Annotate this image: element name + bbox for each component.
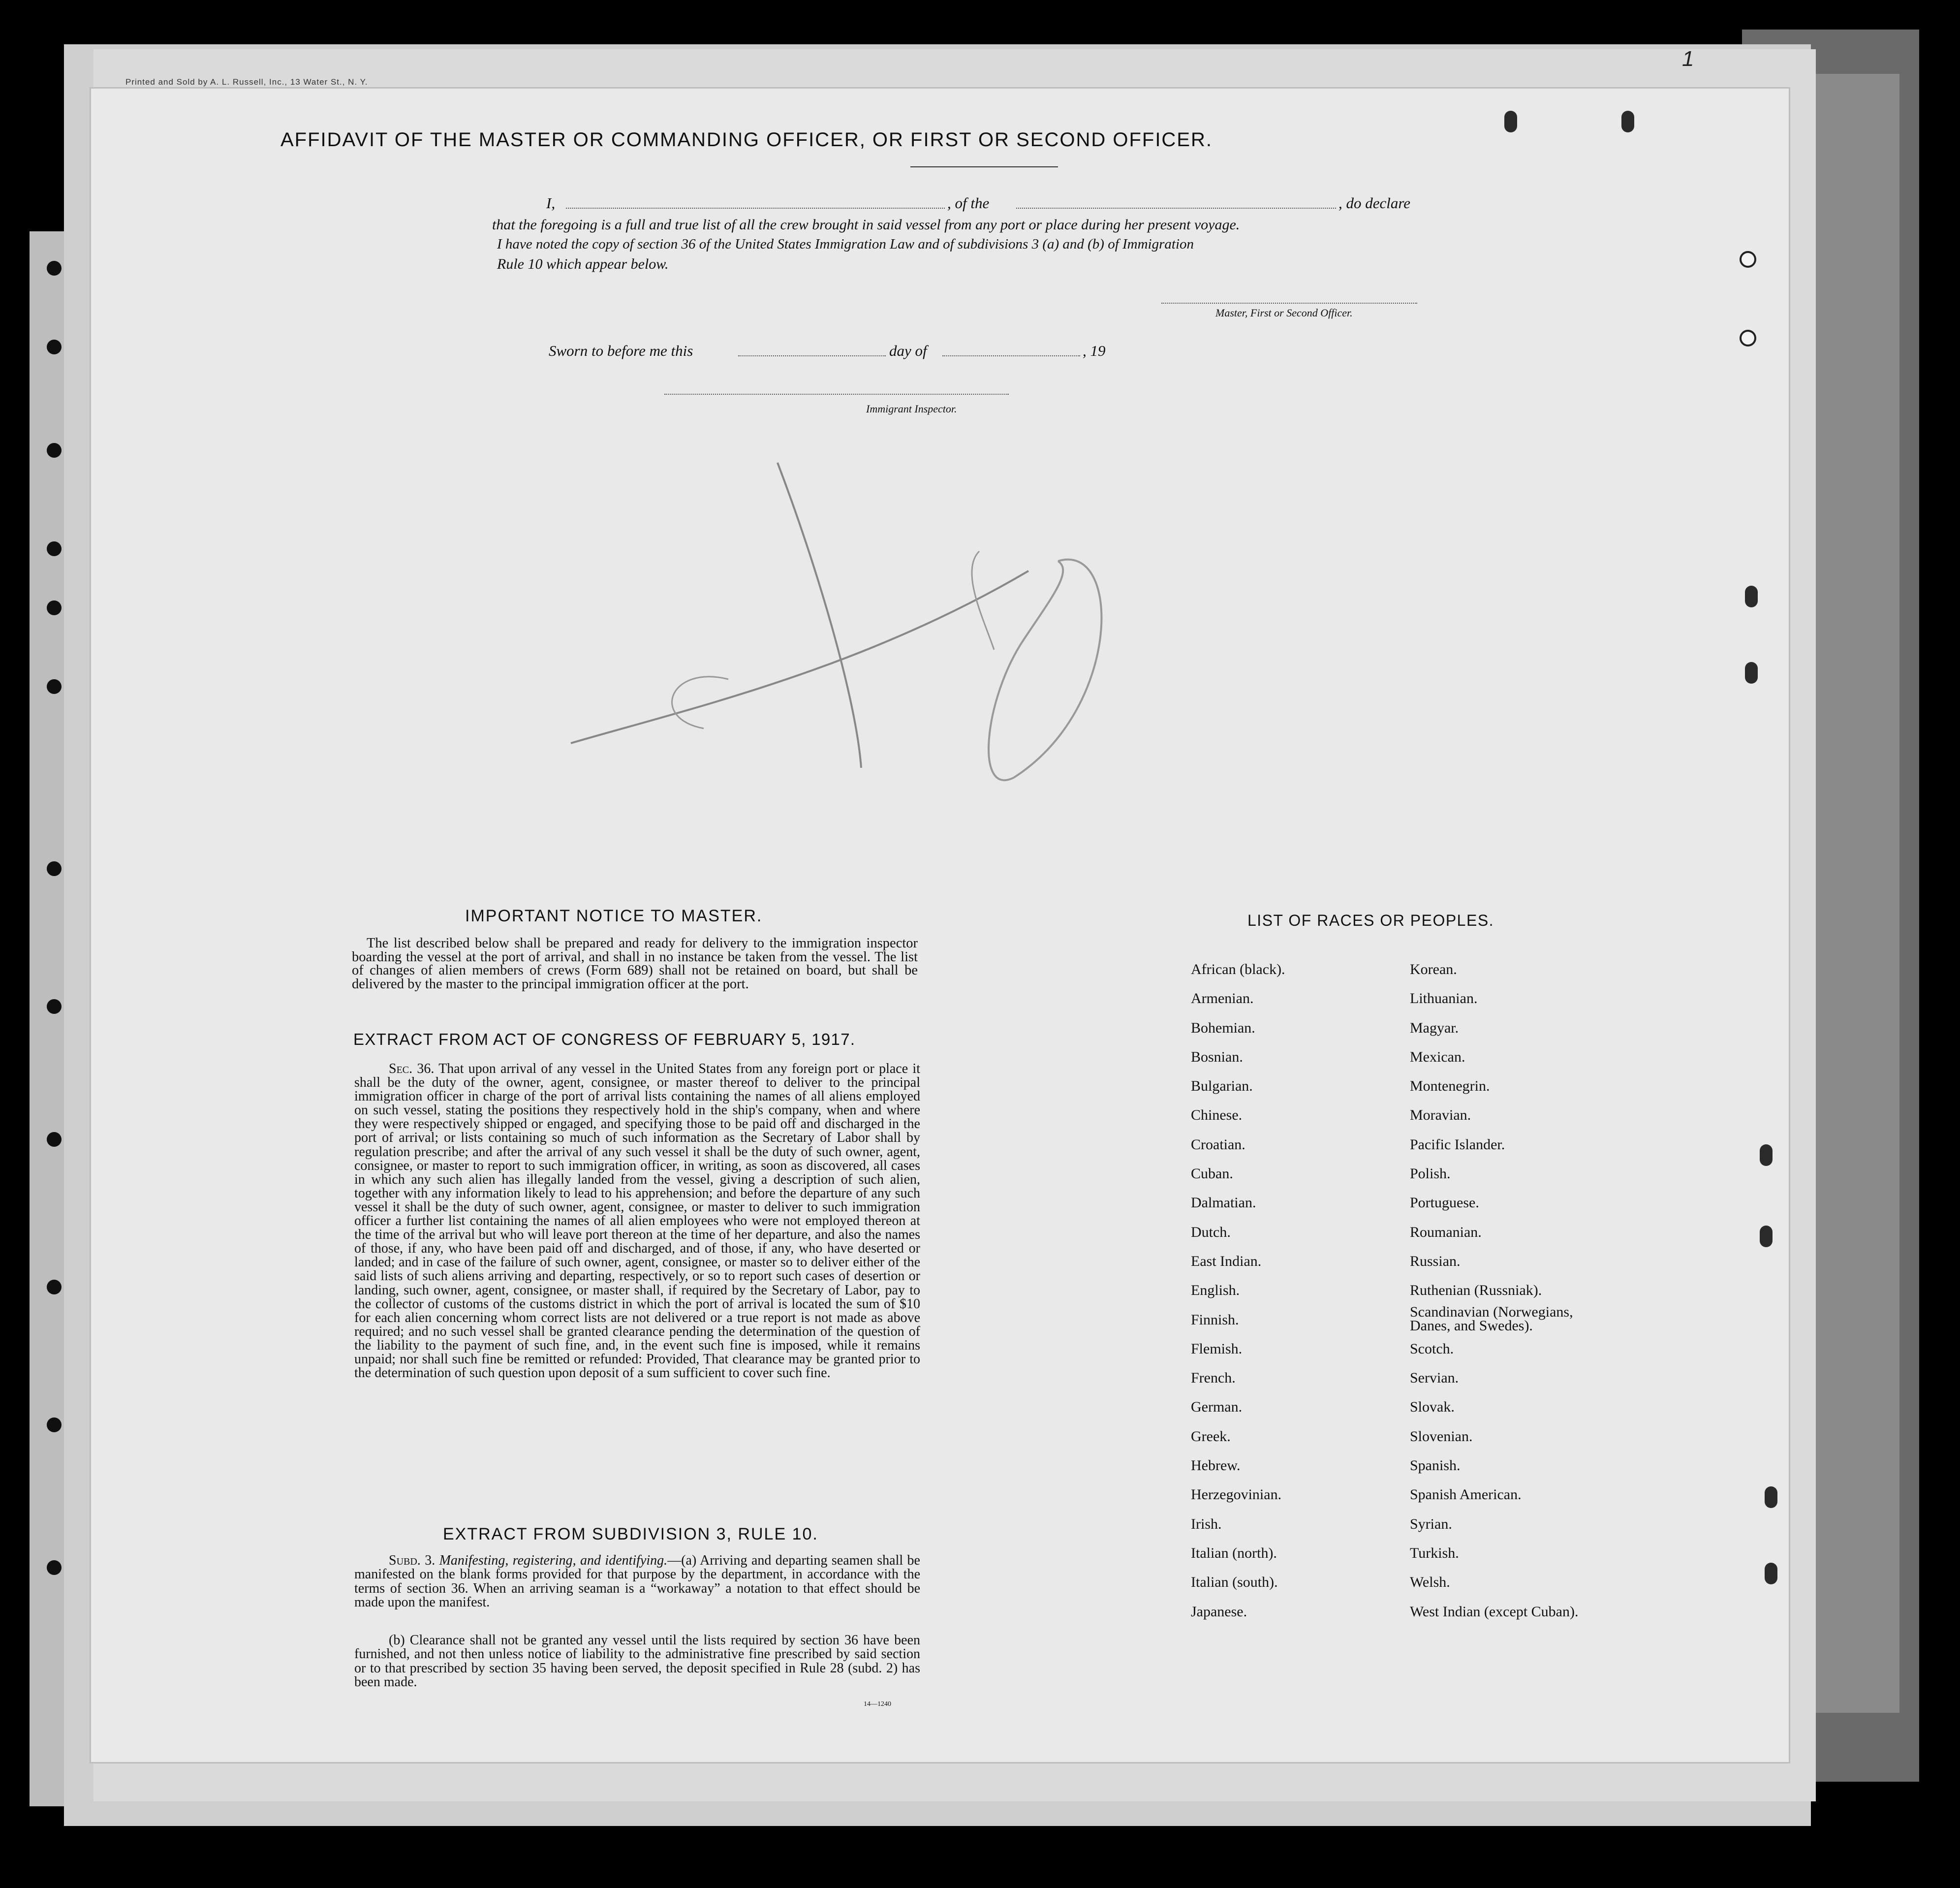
- punch-hole-icon: [1745, 662, 1758, 684]
- binder-hole-icon: [47, 600, 62, 615]
- race-item: English.: [1191, 1282, 1240, 1299]
- race-item: Croatian.: [1191, 1136, 1245, 1153]
- race-item: Italian (south).: [1191, 1574, 1278, 1591]
- race-item: Mexican.: [1410, 1048, 1465, 1065]
- binder-hole-icon: [47, 443, 62, 458]
- sworn-label: Sworn to before me this: [549, 342, 693, 359]
- year-label: , 19: [1083, 342, 1106, 359]
- race-item: Slovak.: [1410, 1399, 1455, 1416]
- day-of-label: day of: [889, 342, 927, 359]
- binder-hole-icon: [47, 1417, 62, 1432]
- inspector-signature-field[interactable]: [664, 394, 1009, 395]
- title-underline: [910, 166, 1058, 167]
- race-item: Chinese.: [1191, 1107, 1243, 1124]
- binder-hole-icon: [47, 340, 62, 354]
- race-item: Moravian.: [1410, 1107, 1471, 1124]
- master-signature-field[interactable]: [1161, 303, 1417, 304]
- act-body: [354, 1062, 920, 1380]
- race-item: Italian (north).: [1191, 1544, 1277, 1561]
- race-item: Greek.: [1191, 1428, 1231, 1445]
- race-item: Russian.: [1410, 1253, 1461, 1269]
- race-item: African (black).: [1191, 961, 1285, 977]
- race-item: West Indian (except Cuban).: [1410, 1603, 1579, 1620]
- race-item: Roumanian.: [1410, 1224, 1482, 1240]
- inspector-caption: Immigrant Inspector.: [866, 403, 957, 415]
- rule-subd-heading: Manifesting, registering, and identifying.: [439, 1553, 668, 1568]
- race-item: Flemish.: [1191, 1340, 1243, 1357]
- race-item: Korean.: [1410, 961, 1457, 977]
- punch-hole-icon: [1760, 1144, 1773, 1166]
- race-item: Cuban.: [1191, 1165, 1233, 1182]
- act-title: EXTRACT FROM ACT OF CONGRESS OF FEBRUARY 5, 1917.: [353, 1030, 856, 1048]
- binder-hole-icon: [47, 679, 62, 694]
- punch-hole-icon: [1504, 111, 1517, 132]
- race-item: East Indian.: [1191, 1253, 1262, 1269]
- race-item: Hebrew.: [1191, 1457, 1241, 1474]
- rule-title: EXTRACT FROM SUBDIVISION 3, RULE 10.: [443, 1525, 818, 1543]
- race-item: Finnish.: [1191, 1311, 1239, 1328]
- race-item: Spanish American.: [1410, 1486, 1522, 1503]
- affidavit-i: I,: [546, 194, 556, 212]
- punch-hole-icon: [1740, 251, 1756, 268]
- race-item: Ruthenian (Russniak).: [1410, 1282, 1542, 1299]
- race-item: French.: [1191, 1370, 1236, 1386]
- race-item: Dutch.: [1191, 1224, 1231, 1240]
- race-item: Bosnian.: [1191, 1048, 1243, 1065]
- race-item: Japanese.: [1191, 1603, 1247, 1620]
- rule-para-a-text: —(a) Arriving and departing seamen shall be manifested on the blank forms provided for that purpose by the department, in accordance with the terms of section 36. When an arriving seaman is a “workaway” a notation to that effect should be made upon the manifest.: [354, 1553, 920, 1610]
- rule-para-a: [354, 1554, 920, 1609]
- master-name-field[interactable]: [566, 208, 945, 209]
- race-item: Slovenian.: [1410, 1428, 1473, 1445]
- race-item: Syrian.: [1410, 1515, 1452, 1532]
- race-item: Scandinavian (Norwegians, Danes, and Swedes).: [1410, 1303, 1573, 1334]
- affidavit-line-3: I have noted the copy of section 36 of the United States Immigration Law and of subdivisions 3 (a) and (b) of Immigration: [497, 236, 1194, 252]
- races-column-1: [1191, 955, 1285, 1626]
- race-item: Herzegovinian.: [1191, 1486, 1282, 1503]
- race-item: Turkish.: [1410, 1544, 1459, 1561]
- races-title: LIST OF RACES OR PEOPLES.: [1247, 912, 1494, 929]
- races-column-2: [1410, 955, 1617, 1626]
- affidavit-of-the: , of the: [947, 194, 990, 212]
- affidavit-declare: , do declare: [1338, 194, 1411, 212]
- race-item: German.: [1191, 1399, 1243, 1416]
- punch-hole-icon: [1760, 1226, 1773, 1247]
- binder-hole-icon: [47, 861, 62, 876]
- punch-hole-icon: [1765, 1486, 1777, 1508]
- race-item: Welsh.: [1410, 1574, 1450, 1591]
- punch-hole-icon: [1740, 330, 1756, 346]
- race-item: Spanish.: [1410, 1457, 1461, 1474]
- act-section-label: Sec. 36.: [389, 1061, 435, 1076]
- sworn-day-field[interactable]: [738, 355, 886, 356]
- race-item: Servian.: [1410, 1370, 1459, 1386]
- race-item: Lithuanian.: [1410, 990, 1478, 1007]
- binder-hole-icon: [47, 1280, 62, 1294]
- printer-note: Printed and Sold by A. L. Russell, Inc., 13 Water St., N. Y.: [125, 77, 368, 87]
- rule-para-b: (b) Clearance shall not be granted any vessel until the lists required by section 36 have been furnished, and not then unless notice of liability to the administrative fine prescribed by said section or to that prescribed by section 35 having been served, the deposit specified in Rule 28 (subd. 2) has been made.: [354, 1633, 920, 1690]
- notice-title: IMPORTANT NOTICE TO MASTER.: [465, 907, 763, 925]
- race-item: Bulgarian.: [1191, 1078, 1253, 1095]
- punch-hole-icon: [1765, 1563, 1777, 1584]
- race-item: Polish.: [1410, 1165, 1451, 1182]
- form-number: 14—1240: [864, 1700, 891, 1708]
- page-mark: 1: [1682, 47, 1694, 71]
- act-section-text: That upon arrival of any vessel in the United States from any foreign port or place it shall be the duty of the owner, agent, consignee, or master thereof to deliver to the principal immigration officer in charge of the port of arrival lists containing the names of all aliens employed on such vessel, stating the positions they respectively hold in the ship's company, when and where they were respectively shipped or engaged, and specifying those to be paid off and discharged in the port of arrival; or lists containing so much of such information as the Secretary of Labor shall by regulation prescribe; and after the arrival of any such vessel it shall be the duty of such owner, agent, consignee, or master to report to such immigration officer, in writing, as soon as discovered, all cases in which any such alien has illegally landed from the vessel, giving a description of such alien, together with any information likely to lead to his apprehension; and before the departure of any such vessel it shall be the duty of such owner, agent, consignee, or master to deliver to such immigration officer a further list containing the names of all alien employees who were not employed thereon at the time of the arrival but who will leave port thereon at the time of her departure, and also the names of those, if any, who have been paid off and discharged, and of those, if any, who have deserted or landed; and in case of the failure of such owner, agent, consignee, or master so to deliver either of the said lists of such aliens arriving and departing, respectively, or so to report such cases of desertion or landing, such owner, agent, consignee, or master shall, if required by the Secretary of Labor, pay to the collector of customs of the customs district in which the port of arrival is located the sum of $10 for each alien concerning whom correct lists are not delivered or a true report is not made as above required; and no such vessel shall be granted clearance pending the determination of the question of the liability to the payment of such fine, and, in the event such fine is imposed, while it remains unpaid; nor shall such fine be remitted or refunded: Provided, That clearance may be granted prior to the determination of such question upon deposit of a sum sufficient to cover such fine.: [354, 1061, 920, 1381]
- rule-subd-label: Subd. 3.: [389, 1553, 436, 1568]
- race-item: Montenegrin.: [1410, 1078, 1490, 1095]
- race-item: Bohemian.: [1191, 1019, 1255, 1036]
- binder-hole-icon: [47, 261, 62, 276]
- affidavit-line-4: Rule 10 which appear below.: [497, 256, 669, 272]
- punch-hole-icon: [1745, 586, 1758, 607]
- vessel-name-field[interactable]: [1016, 208, 1336, 209]
- binder-hole-icon: [47, 1132, 62, 1147]
- race-item: Pacific Islander.: [1410, 1136, 1505, 1153]
- punch-hole-icon: [1621, 111, 1634, 132]
- master-caption: Master, First or Second Officer.: [1215, 307, 1353, 319]
- race-item: Magyar.: [1410, 1019, 1459, 1036]
- race-item: Dalmatian.: [1191, 1195, 1256, 1211]
- binder-hole-icon: [47, 999, 62, 1014]
- notice-body: The list described below shall be prepared and ready for delivery to the immigration inspector boarding the vessel at the port of arrival, and shall in no instance be taken from the vessel. The list of changes of alien members of crews (Form 689) shall not be retained on board, but shall be delivered by the master to the principal immigration officer at the port.: [352, 936, 918, 992]
- binder-hole-icon: [47, 541, 62, 556]
- race-item: Armenian.: [1191, 990, 1254, 1007]
- handwritten-number: [541, 453, 1181, 847]
- race-item: Scotch.: [1410, 1340, 1454, 1357]
- binder-hole-icon: [47, 1560, 62, 1575]
- affidavit-line-2: that the foregoing is a full and true list of all the crew brought in said vessel from any port or place during her present voyage.: [492, 217, 1240, 233]
- affidavit-title: AFFIDAVIT OF THE MASTER OR COMMANDING OFFICER, OR FIRST OR SECOND OFFICER.: [280, 129, 1213, 151]
- sworn-month-field[interactable]: [942, 355, 1080, 356]
- race-item: Irish.: [1191, 1515, 1222, 1532]
- race-item: Portuguese.: [1410, 1195, 1479, 1211]
